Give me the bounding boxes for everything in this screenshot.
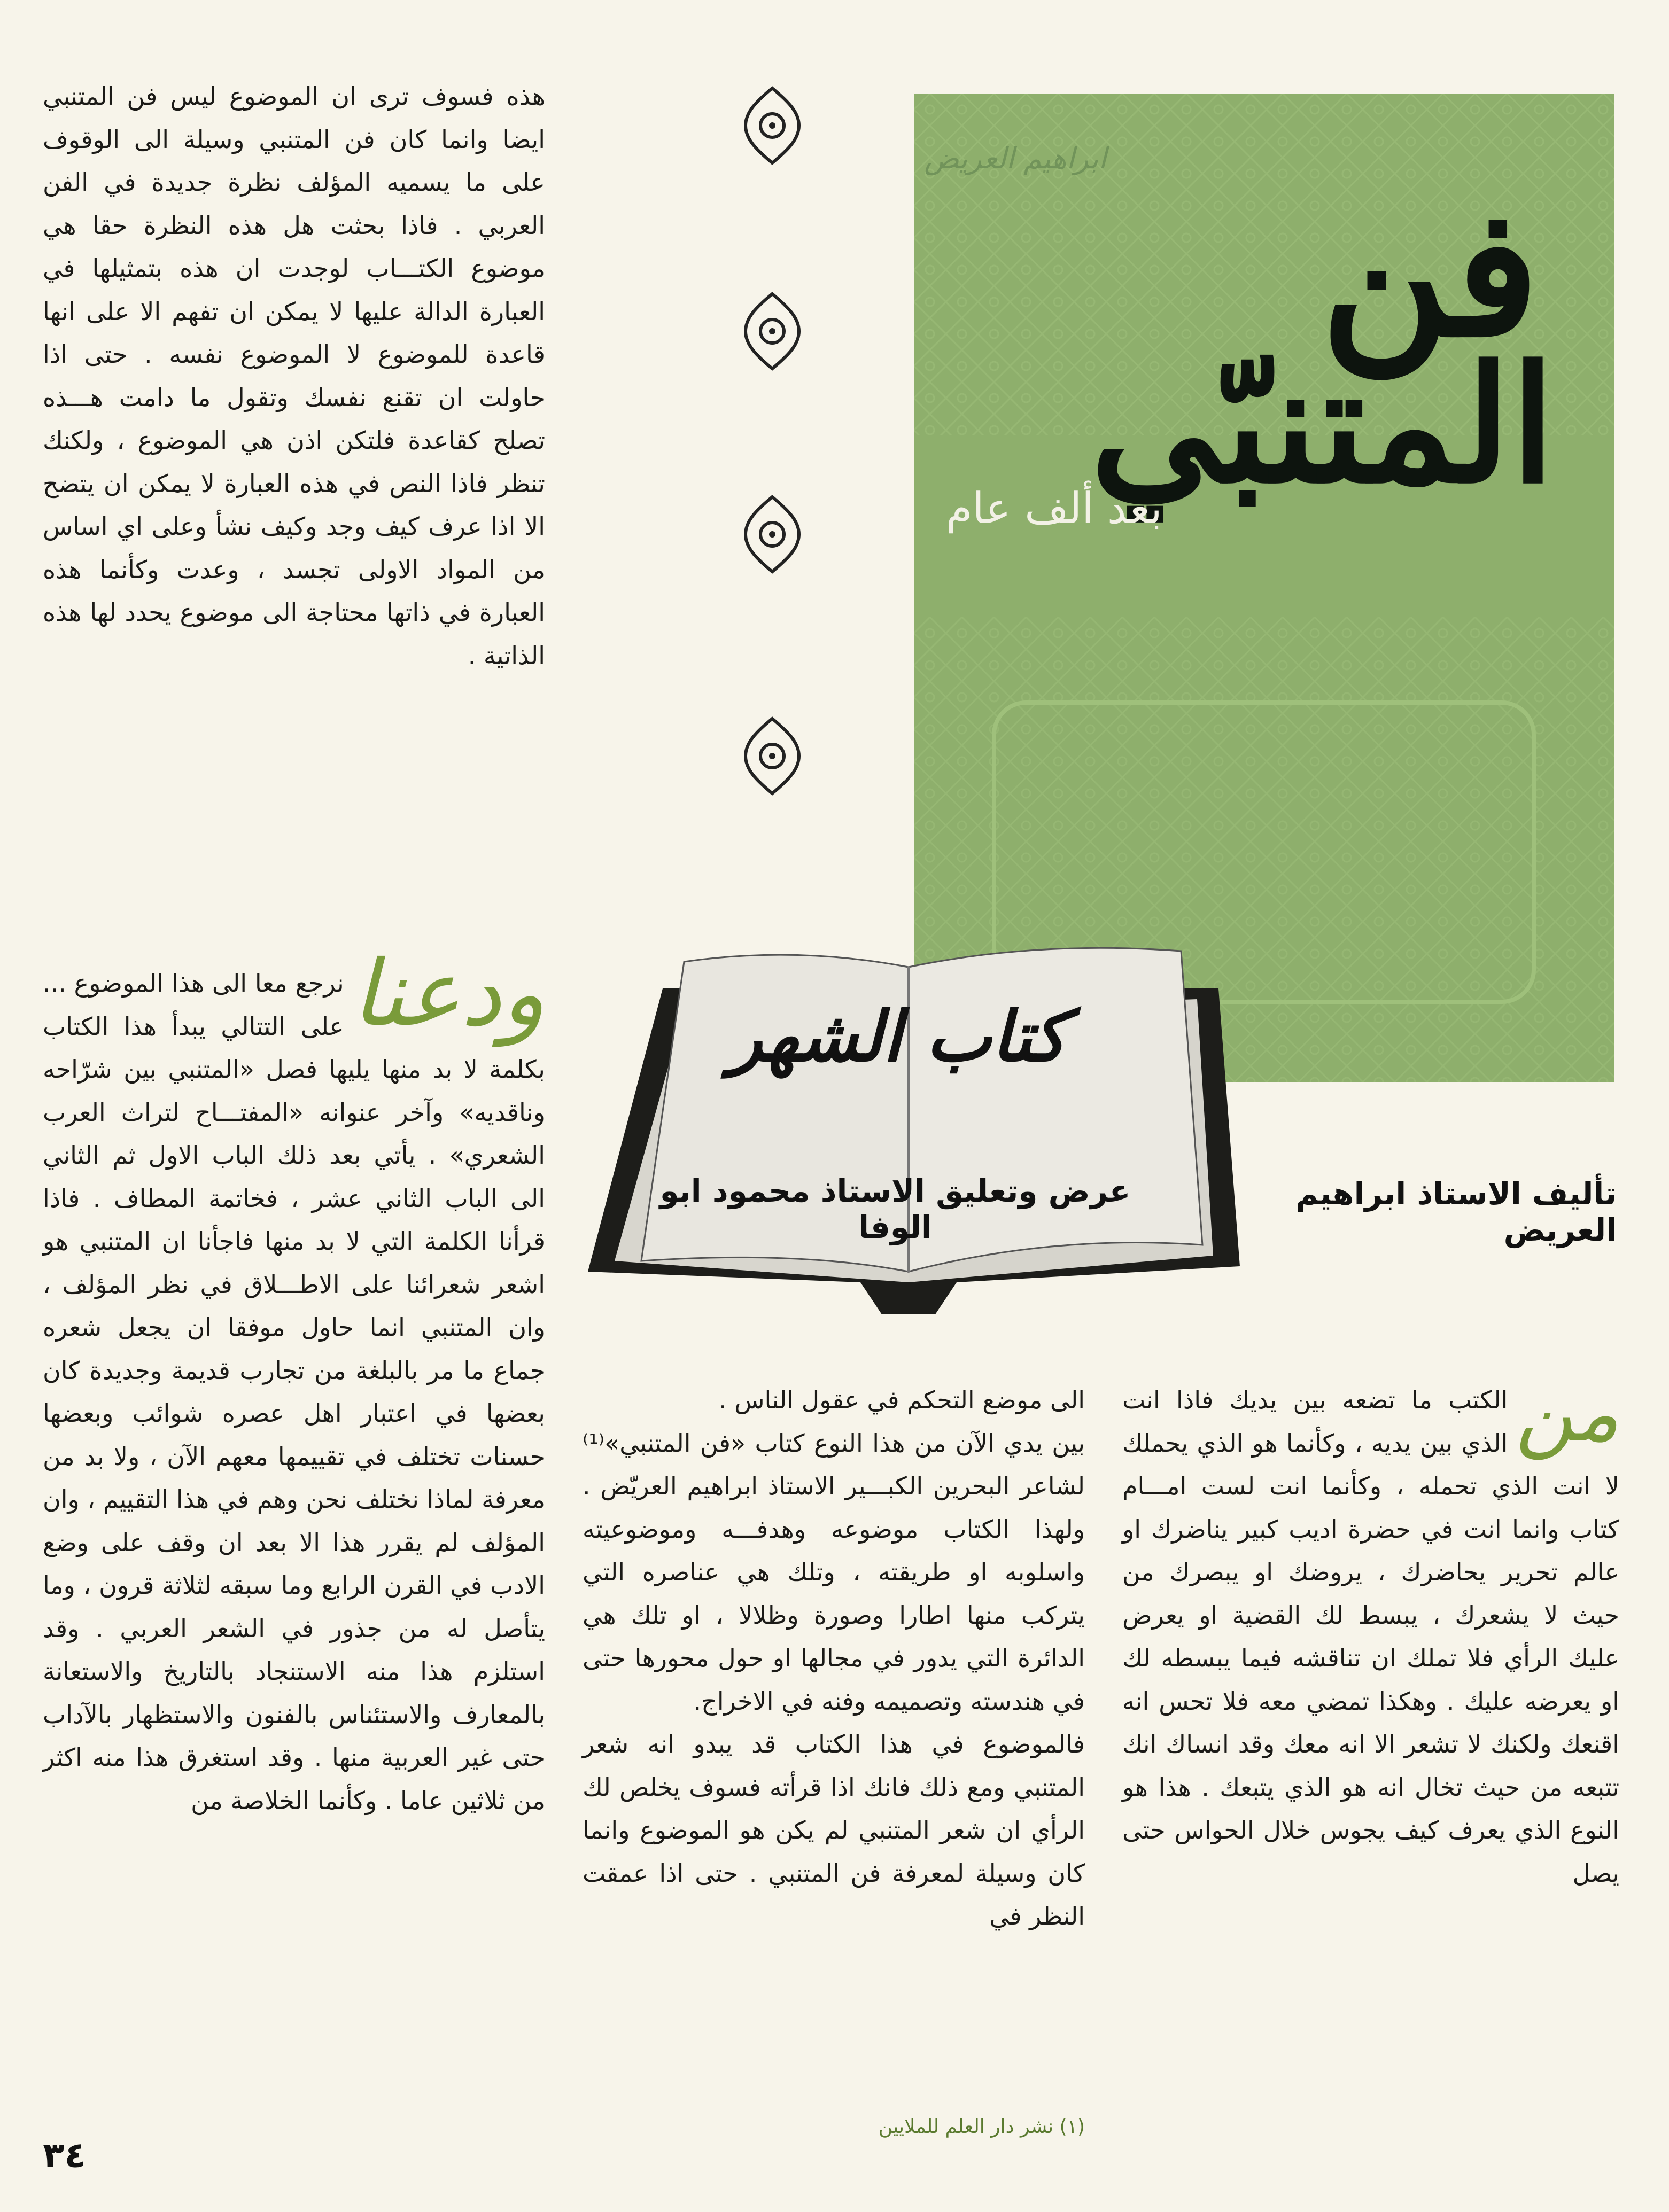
book-cover: [914, 94, 1614, 1082]
ornament-icon: [743, 291, 802, 371]
drop-cap: ودعنا: [351, 941, 545, 1047]
book-banner-title: كتاب الشهر: [729, 995, 1067, 1077]
column-right: [1122, 1367, 1619, 1895]
author-line: تأليف الاستاذ ابراهيم العريض: [1295, 1175, 1617, 1248]
paragraph: الى موضع التحكم في عقول الناس .: [719, 1385, 1085, 1414]
column-left-top: [43, 75, 545, 677]
cover-title-word-1: فن: [1321, 169, 1539, 376]
column-left-bottom: [43, 941, 545, 1822]
paragraph: هذه فسوف ترى ان الموضوع ليس فن المتنبي ايضا وانما كان فن المتنبي وسيلة الى الوقوف على ما يسميه المؤلف نظرة جديدة في الفن العربي . فاذا بحثت هل هذه النظرة حقا هي موضوع الكتـــاب لوجدت ان هذه بتمثيلها في العبارة الدالة عليها لا يمكن ان تفهم الا على انها قاعدة للموضوع لا الموضوع نفسه . حتى اذا حاولت ان تقنع نفسك وتقول ما دامت هـــذه تصلح كقاعدة فلتكن اذن هي الموضوع ، ولكنك تنظر فاذا النص في هذه العبارة لا يمكن ان يتضح الا اذا عرف كيف وجد وكيف نشأ وعلى اي اساس من المواد الاولى تجسد ، وعدت وكأنما هذه العبارة في ذاتها محتاجة الى موضوع يحدد لها هذه الذاتية .: [43, 82, 545, 670]
paragraph: فالموضوع في هذا الكتاب قد يبدو انه شعر المتنبي ومع ذلك فانك اذا قرأته فسوف يخلص لك الرأي ان شعر المتنبي لم يكن هو الموضوع وانما كان وسيلة لمعرفة فن المتنبي . حتى اذا عمقت النظر في: [583, 1730, 1085, 1930]
paragraph: الكتب ما تضعه بين يديك فاذا انت الذي بين يديه ، وكأنما هو الذي يحملك لا انت الذي تحمله ، وكأنما انت لست امـــام كتاب وانما انت في حضرة اديب كبير يناضرك او عالم تحرير يحاضرك ، يروضك او يبصرك من حيث لا يشعرك ، يبسط لك القضية او يعرض عليك الرأي فلا تملك ان تناقشه فيما يبسطه لك او يعرضه عليك . وهكذا تمضي معه فلا تحس انه اقنعك ولكنك لا تشعر الا انه معك وقد انساك انك تتبعه من حيث تخال انه هو الذي يتبعك . هذا هو النوع الذي يعرف كيف يجوس خلال الحواس حتى يصل: [1122, 1385, 1619, 1888]
book-banner-subtitle: عرض وتعليق الاستاذ محمود ابو الوفا: [659, 1173, 1131, 1245]
ornament-icon: [743, 716, 802, 796]
page-number: ٣٤: [43, 2135, 86, 2176]
ornament-icon: [743, 494, 802, 574]
cover-subtitle: بعد ألف عام: [946, 484, 1162, 533]
footnote: (١) نشر دار العلم للملايين: [878, 2116, 1085, 2138]
cover-author: ابراهيم العريض: [924, 142, 1107, 175]
paragraph: نرجع معا الى هذا الموضوع ... على التتالي يبدأ هذا الكتاب بكلمة لا بد منها يليها فصل «المتنبي بين شرّاحه وناقديه» وآخر عنوانه «المفتـــاح لتراث العرب الشعري» . يأتي بعد ذلك الباب الاول ثم الثاني الى الباب الثاني عشر ، فخاتمة المطاف . فاذا قرأنا الكلمة التي لا بد منها فاجأنا ان المتنبي هو اشعر شعرائنا على الاطـــلاق في نظر المؤلف ، وان المتنبي انما حاول موفقا ان يجعل شعره جماع ما مر بالبلغة من تجارب قديمة وجديدة كان بعضها في اعتبار اهل عصره شوائب وبعضها حسنات تختلف في تقييمها معهم الآن ، ولا بد من معرفة لماذا نختلف نحن وهم في هذا التقييم ، وان المؤلف لم يقرر هذا الا بعد ان وقف على وضع الادب في القرن الرابع وما سبقه لثلاثة قرون ، وما يتأصل له من جذور في الشعر العربي . وقد استلزم هذا منه الاستنجاد بالتاريخ والاستعانة بالمعارف والاستئناس بالفنون والاستظهار بالآداب حتى غير العربية منها . وقد استغرق هذا منه اكثر من ثلاثين عاما . وكأنما الخلاصة من: [43, 969, 545, 1815]
drop-cap: من: [1515, 1367, 1619, 1460]
column-middle: [583, 1378, 1085, 1938]
cover-title-word-2: المتنبّي: [1090, 330, 1555, 519]
paragraph: بين يدي الآن من هذا النوع كتاب «فن المتنبي»⁽¹⁾ لشاعر البحرين الكبـــير الاستاذ ابراهيم العريّض . ولهذا الكتاب موضوعه وهدفـــه وموضوعيته واسلوبه او طريقته ، وتلك هي عناصره التي يتركب منها اطارا وصورة وظلالا ، او تلك هي الدائرة التي يدور في مجالها او حول محورها حتى في هندسته وتصميمه وفنه في الاخراج.: [583, 1428, 1085, 1716]
ornament-icon: [743, 85, 802, 166]
